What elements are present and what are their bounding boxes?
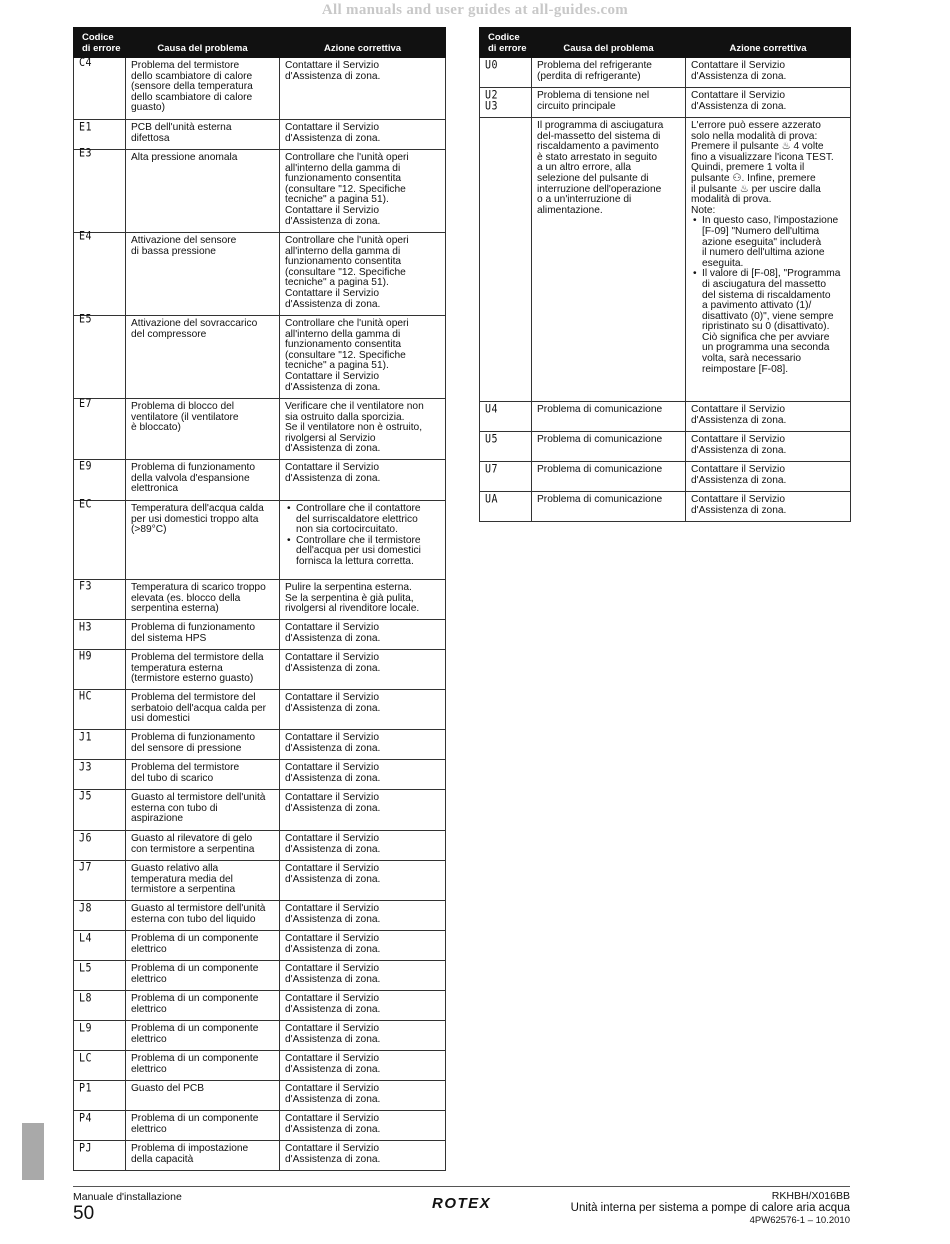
error-code: E1 bbox=[74, 117, 126, 152]
corrective-action-text: Contattare il Servizio d'Assistenza di zona. bbox=[285, 1143, 381, 1165]
corrective-action-text: Contattare il Servizio d'Assistenza di zona. bbox=[691, 434, 787, 456]
corrective-action bbox=[280, 150, 446, 233]
table-row bbox=[74, 831, 446, 861]
problem-cause: Problema di comunicazione bbox=[532, 492, 686, 522]
corrective-action-text: Contattare il Servizio d'Assistenza di zona. bbox=[285, 903, 381, 925]
action-bullet: • In questo caso, l'impostazione [F-09] "Numero dell'ultima azione eseguita" includerà il numero dell'ultima azione eseguita. bbox=[691, 216, 845, 269]
corrective-action bbox=[686, 118, 851, 402]
problem-cause: Problema di un componente elettrico bbox=[126, 931, 280, 961]
table-row bbox=[480, 462, 851, 492]
problem-cause: Guasto relativo alla temperatura media del termistore a serpentina bbox=[126, 861, 280, 901]
corrective-action-text: Contattare il Servizio d'Assistenza di zona. bbox=[691, 404, 787, 426]
table-row bbox=[74, 690, 446, 730]
error-code: J3 bbox=[74, 757, 126, 792]
error-code: P1 bbox=[74, 1078, 126, 1113]
table-row bbox=[74, 58, 446, 120]
table-row bbox=[74, 901, 446, 931]
error-code: U0 bbox=[480, 55, 532, 90]
footer-divider bbox=[73, 1186, 850, 1187]
table-row bbox=[74, 961, 446, 991]
corrective-action-text: Contattare il Servizio d'Assistenza di zona. bbox=[691, 90, 787, 112]
header-action: Azione correttiva bbox=[686, 28, 851, 58]
table-row bbox=[74, 790, 446, 831]
table-row bbox=[480, 402, 851, 432]
table-row bbox=[74, 620, 446, 650]
table-row bbox=[74, 760, 446, 790]
corrective-action-text: Contattare il Servizio d'Assistenza di zona. bbox=[285, 60, 381, 82]
corrective-action bbox=[280, 1051, 446, 1081]
corrective-action bbox=[686, 402, 851, 432]
error-code: J1 bbox=[74, 727, 126, 762]
corrective-action-text: Contattare il Servizio d'Assistenza di zona. bbox=[285, 933, 381, 955]
table-header-row bbox=[480, 28, 851, 58]
error-code: E4 bbox=[74, 226, 126, 321]
problem-cause: Problema di tensione nel circuito principale bbox=[532, 88, 686, 118]
error-code: U2 bbox=[480, 85, 532, 120]
corrective-action-text: Contattare il Servizio d'Assistenza di zona. bbox=[285, 462, 381, 484]
corrective-action bbox=[686, 462, 851, 492]
problem-cause: Il programma di asciugatura del-massetto del sistema di riscaldamento a pavimento è stato arrestato in seguito a un altro errore, alla selezione del pulsante di interruzione dell'operazione o a un'interruzione di alimentazione. bbox=[532, 118, 686, 402]
corrective-action-text: L'errore può essere azzerato solo nella modalità di prova: Premere il pulsante ♨ 4 volte fino a visualizzare l'icona TEST. Quindi, premere 1 volta il pulsante ⚇. Infine, premere il pulsante ♨ per uscire dalla modalità di prova. Note: bbox=[691, 120, 834, 216]
problem-cause: Problema di comunicazione bbox=[532, 462, 686, 492]
corrective-action-text: Contattare il Servizio d'Assistenza di zona. bbox=[691, 494, 787, 516]
corrective-action bbox=[280, 620, 446, 650]
table-row bbox=[74, 1051, 446, 1081]
error-code: J5 bbox=[74, 786, 126, 833]
corrective-action bbox=[280, 790, 446, 831]
corrective-action bbox=[280, 580, 446, 620]
corrective-action bbox=[280, 650, 446, 690]
problem-cause: Attivazione del sensore di bassa pressione bbox=[126, 233, 280, 316]
problem-cause: Problema del termistore della temperatura esterna (termistore esterno guasto) bbox=[126, 650, 280, 690]
corrective-action bbox=[280, 730, 446, 760]
error-code: E5 bbox=[74, 309, 126, 404]
error-code: J6 bbox=[74, 828, 126, 863]
corrective-action-text: Pulire la serpentina esterna. Se la serpentina è già pulita, rivolgersi al rivenditore locale. bbox=[285, 582, 420, 615]
corrective-action bbox=[280, 1111, 446, 1141]
error-code: L4 bbox=[74, 928, 126, 963]
page-number: 50 bbox=[73, 1203, 95, 1224]
header-cause: Causa del problema bbox=[532, 28, 686, 58]
table-row bbox=[74, 150, 446, 233]
corrective-action bbox=[280, 931, 446, 961]
table-row bbox=[480, 492, 851, 522]
corrective-action-text: Contattare il Servizio d'Assistenza di zona. bbox=[285, 762, 381, 784]
corrective-action bbox=[280, 1081, 446, 1111]
error-code: H3 bbox=[74, 617, 126, 652]
problem-cause: Problema del termistore dello scambiatore di calore (sensore della temperatura dello scambiatore di calore guasto) bbox=[126, 58, 280, 120]
action-bullet-list bbox=[691, 216, 845, 375]
corrective-action-text: Contattare il Servizio d'Assistenza di zona. bbox=[285, 993, 381, 1015]
watermark: All manuals and user guides at all-guides.com bbox=[321, 2, 629, 18]
corrective-action bbox=[280, 1141, 446, 1171]
problem-cause: Problema di funzionamento del sistema HPS bbox=[126, 620, 280, 650]
table-row bbox=[480, 58, 851, 88]
corrective-action-text: Contattare il Servizio d'Assistenza di zona. bbox=[285, 1113, 381, 1135]
error-code: E3 bbox=[74, 143, 126, 238]
corrective-action-text: Contattare il Servizio d'Assistenza di zona. bbox=[285, 863, 381, 885]
table-row bbox=[74, 399, 446, 460]
error-code: E9 bbox=[74, 456, 126, 503]
problem-cause: Problema di blocco del ventilatore (il ventilatore è bloccato) bbox=[126, 399, 280, 460]
corrective-action-text: Contattare il Servizio d'Assistenza di zona. bbox=[285, 792, 381, 814]
corrective-action bbox=[280, 501, 446, 580]
footer-model: RKHBH/X016BB bbox=[771, 1190, 850, 1202]
error-code: J7 bbox=[74, 858, 126, 904]
problem-cause: Problema di un componente elettrico bbox=[126, 1111, 280, 1141]
table-row bbox=[74, 120, 446, 150]
corrective-action bbox=[280, 961, 446, 991]
table-row bbox=[74, 501, 446, 580]
corrective-action-text: Contattare il Servizio d'Assistenza di zona. bbox=[691, 60, 787, 82]
error-code: EC bbox=[74, 495, 126, 586]
action-bullet: • Controllare che il termistore dell'acqua per usi domestici fornisca la lettura corretta. bbox=[285, 536, 440, 568]
table-row bbox=[74, 1081, 446, 1111]
problem-cause: Problema di funzionamento del sensore di pressione bbox=[126, 730, 280, 760]
corrective-action-text: Contattare il Servizio d'Assistenza di zona. bbox=[285, 732, 381, 754]
problem-cause: Temperatura dell'acqua calda per usi domestici troppo alta (>89°C) bbox=[126, 501, 280, 580]
corrective-action-text: Contattare il Servizio d'Assistenza di zona. bbox=[285, 1053, 381, 1075]
corrective-action bbox=[280, 399, 446, 460]
error-code: C4 bbox=[74, 53, 126, 124]
side-tab-marker bbox=[22, 1123, 44, 1180]
corrective-action-text: Controllare che l'unità operi all'interno della gamma di funzionamento consentita (consultare "12. Specifiche tecniche" a pagina 51). Contattare il Servizio d'Assistenza di zona. bbox=[285, 152, 409, 227]
corrective-action-text: Contattare il Servizio d'Assistenza di zona. bbox=[285, 692, 381, 714]
corrective-action bbox=[280, 1021, 446, 1051]
error-code: U5 bbox=[480, 429, 532, 464]
corrective-action-text: Contattare il Servizio d'Assistenza di zona. bbox=[285, 833, 381, 855]
problem-cause: Problema del termistore del tubo di scarico bbox=[126, 760, 280, 790]
problem-cause: Problema del termistore del serbatoio dell'acqua calda per usi domestici bbox=[126, 690, 280, 730]
problem-cause: Alta pressione anomala bbox=[126, 150, 280, 233]
corrective-action-text: Controllare che l'unità operi all'interno della gamma di funzionamento consentita (consultare "12. Specifiche tecniche" a pagina 51). Contattare il Servizio d'Assistenza di zona. bbox=[285, 235, 409, 310]
table-row bbox=[74, 316, 446, 399]
corrective-action-text: Contattare il Servizio d'Assistenza di zona. bbox=[691, 464, 787, 486]
header-code: Codice di errore bbox=[480, 28, 532, 58]
table-header-row bbox=[74, 28, 446, 58]
error-code: U4 bbox=[480, 399, 532, 434]
corrective-action bbox=[686, 492, 851, 522]
corrective-action bbox=[280, 233, 446, 316]
error-table-left bbox=[73, 27, 446, 1171]
corrective-action bbox=[280, 120, 446, 150]
error-code: HC bbox=[74, 687, 126, 733]
table-row bbox=[480, 118, 851, 402]
problem-cause: PCB dell'unità esterna difettosa bbox=[126, 120, 280, 150]
error-code: P4 bbox=[74, 1108, 126, 1143]
footer-description: Unità interna per sistema a pompe di calore aria acqua bbox=[570, 1201, 850, 1214]
problem-cause: Problema di un componente elettrico bbox=[126, 1021, 280, 1051]
problem-cause: Problema di comunicazione bbox=[532, 432, 686, 462]
error-code: H9 bbox=[74, 647, 126, 693]
corrective-action bbox=[280, 991, 446, 1021]
corrective-action-text: Contattare il Servizio d'Assistenza di zona. bbox=[285, 122, 381, 144]
table-row bbox=[74, 1021, 446, 1051]
action-bullet: • Il valore di [F-08], "Programma di asciugatura del massetto del sistema di riscaldamento a pavimento attivato (1)/ disattivato (0)", viene sempre ripristinato su 0 (disattivato). Ciò significa che per avviare un programma una seconda volta, sarà necessario reimpostare [F-08]. bbox=[691, 269, 845, 375]
corrective-action bbox=[686, 58, 851, 88]
problem-cause: Problema di comunicazione bbox=[532, 402, 686, 432]
table-row bbox=[74, 650, 446, 690]
footer-right-block bbox=[571, 1191, 850, 1226]
table-row bbox=[74, 1141, 446, 1171]
problem-cause: Guasto del PCB bbox=[126, 1081, 280, 1111]
corrective-action-text: Controllare che l'unità operi all'interno della gamma di funzionamento consentita (consultare "12. Specifiche tecniche" a pagina 51). Contattare il Servizio d'Assistenza di zona. bbox=[285, 318, 409, 393]
problem-cause: Problema di funzionamento della valvola d'espansione elettronica bbox=[126, 460, 280, 501]
problem-cause: Problema di un componente elettrico bbox=[126, 1051, 280, 1081]
error-table-right bbox=[479, 27, 851, 522]
footer-manual-label: Manuale d'installazione bbox=[73, 1191, 182, 1203]
corrective-action-text: Contattare il Servizio d'Assistenza di zona. bbox=[285, 963, 381, 985]
corrective-action-text: Contattare il Servizio d'Assistenza di zona. bbox=[285, 652, 381, 674]
error-code: F3 bbox=[74, 577, 126, 623]
table-row bbox=[74, 931, 446, 961]
corrective-action bbox=[280, 861, 446, 901]
problem-cause: Guasto al rilevatore di gelo con termistore a serpentina bbox=[126, 831, 280, 861]
rotex-logo: ROTEX bbox=[432, 1195, 492, 1212]
error-code: UA bbox=[480, 489, 532, 524]
problem-cause: Guasto al termistore dell'unità esterna con tubo del liquido bbox=[126, 901, 280, 931]
corrective-action bbox=[280, 901, 446, 931]
corrective-action bbox=[686, 88, 851, 118]
corrective-action bbox=[280, 460, 446, 501]
table-row bbox=[74, 1111, 446, 1141]
table-row bbox=[74, 460, 446, 501]
error-code: E7 bbox=[74, 394, 126, 464]
corrective-action-text: Contattare il Servizio d'Assistenza di zona. bbox=[285, 622, 381, 644]
error-code: PJ bbox=[74, 1138, 126, 1173]
corrective-action-text: Verificare che il ventilatore non sia ostruito dalla sporcizia. Se il ventilatore non è ostruito, rivolgersi al Servizio d'Assistenza di zona. bbox=[285, 401, 424, 455]
action-bullet-list bbox=[285, 504, 440, 568]
problem-cause: Problema di un componente elettrico bbox=[126, 991, 280, 1021]
error-code: L5 bbox=[74, 958, 126, 993]
error-code: U3 bbox=[480, 96, 532, 423]
error-code: L8 bbox=[74, 988, 126, 1023]
table-row bbox=[74, 730, 446, 760]
problem-cause: Guasto al termistore dell'unità esterna con tubo di aspirazione bbox=[126, 790, 280, 831]
table-row bbox=[74, 861, 446, 901]
corrective-action bbox=[280, 760, 446, 790]
corrective-action-text: Contattare il Servizio d'Assistenza di zona. bbox=[285, 1023, 381, 1045]
header-action: Azione correttiva bbox=[280, 28, 446, 58]
corrective-action bbox=[686, 432, 851, 462]
corrective-action bbox=[280, 690, 446, 730]
footer-doc-code: 4PW62576-1 – 10.2010 bbox=[749, 1214, 850, 1226]
table-row bbox=[74, 233, 446, 316]
error-code: LC bbox=[74, 1048, 126, 1083]
header-code: Codice di errore bbox=[74, 28, 126, 58]
error-code: L9 bbox=[74, 1018, 126, 1053]
corrective-action bbox=[280, 831, 446, 861]
action-bullet: • Controllare che il contattore del surriscaldatore elettrico non sia cortocircuitato. bbox=[285, 504, 440, 536]
table-row bbox=[74, 580, 446, 620]
corrective-action-text: Contattare il Servizio d'Assistenza di zona. bbox=[285, 1083, 381, 1105]
table-row bbox=[480, 88, 851, 118]
corrective-action bbox=[280, 316, 446, 399]
header-cause: Causa del problema bbox=[126, 28, 280, 58]
problem-cause: Problema di un componente elettrico bbox=[126, 961, 280, 991]
problem-cause: Problema del refrigerante (perdita di refrigerante) bbox=[532, 58, 686, 88]
table-row bbox=[480, 432, 851, 462]
problem-cause: Attivazione del sovraccarico del compressore bbox=[126, 316, 280, 399]
problem-cause: Problema di impostazione della capacità bbox=[126, 1141, 280, 1171]
problem-cause: Temperatura di scarico troppo elevata (es. blocco della serpentina esterna) bbox=[126, 580, 280, 620]
error-code: J8 bbox=[74, 898, 126, 933]
error-code: U7 bbox=[480, 459, 532, 494]
corrective-action bbox=[280, 58, 446, 120]
table-row bbox=[74, 991, 446, 1021]
